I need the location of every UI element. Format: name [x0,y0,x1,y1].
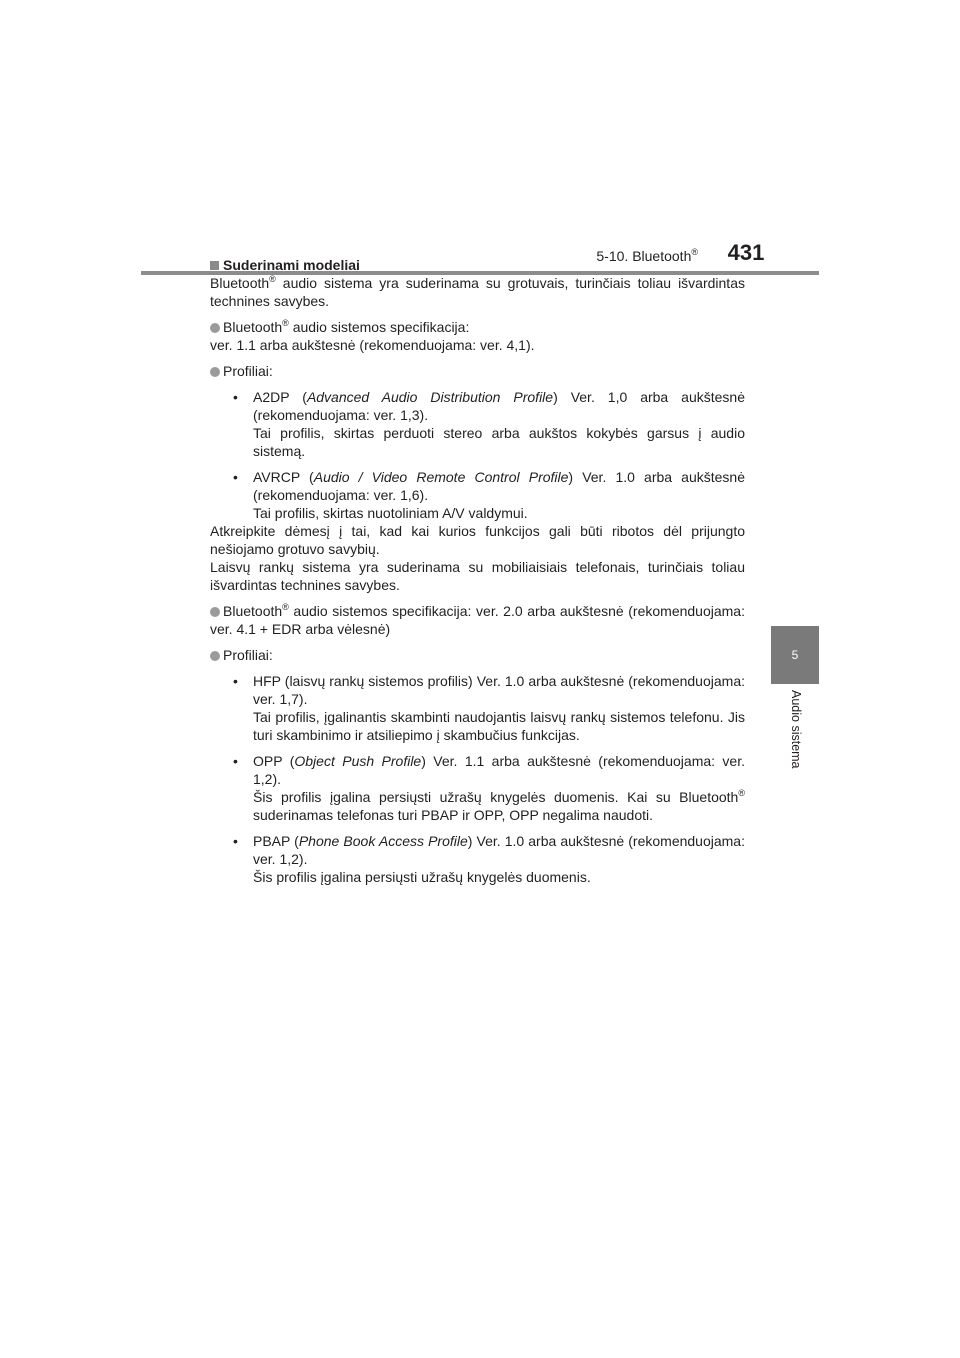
registered-mark: ® [282,318,289,328]
circle-bullet-icon [210,651,220,661]
intro-text-a: Bluetooth [210,275,270,291]
chapter-label-text: Audio sistema [789,690,803,769]
sub-bullet-marker: • [233,833,238,849]
circle-bullet-icon [210,323,220,333]
sub-bullet-marker: • [233,673,238,689]
sub-item-text: PBAP ( [253,833,299,849]
sub-bullet-marker: • [233,389,238,405]
note-paragraph: Atkreipkite dėmesį į tai, kad kai kurios funkcijos gali būti ribotos dėl prijungto nešiojamo grotuvo savybių. [210,523,745,557]
sub-bullet-marker: • [233,469,238,485]
sub-item-text: ) Ver. 1.0 arba aukštesnė (rekomenduojama: ver. 1,2). [253,833,745,867]
page-number: 431 [727,240,765,265]
sub-item-text: HFP (laisvų rankų sistemos profilis) Ver. 1.0 arba aukštesnė (rekomenduojama: ver. 1,7). [253,673,745,707]
chapter-number: 5 [791,648,799,662]
sub-item-description: Tai profilis, skirtas perduoti stereo arba aukštos kokybės garsus į audio sistemą. [253,425,745,459]
sub-bullet-marker: • [233,753,238,769]
circle-bullet-icon [210,607,220,617]
profile-name: Audio / Video Remote Control Profile [313,469,569,485]
chapter-tab [771,626,819,684]
bullet-item [210,646,745,664]
sub-item-avrcp [227,468,745,522]
profile-name: Advanced Audio Distribution Profile [306,389,554,405]
bullet-text: Bluetooth [223,603,283,619]
section-heading [210,256,745,274]
sub-item-text: AVRCP ( [253,469,314,485]
sub-item-description: Šis profilis įgalina persiųsti užrašų knygelės duomenis. [253,869,591,885]
sub-item-text: OPP ( [253,753,295,769]
bullet-item [210,602,745,638]
bullet-text: audio sistemos specifikacija: [288,319,470,335]
sub-item-description: suderinamas telefonas turi PBAP ir OPP, OPP negalima naudoti. [253,807,654,823]
sub-item-description: Tai profilis, įgalinantis skambinti naudojantis laisvų rankų sistemos telefonu. Jis turi skambinimo ir atsiliepimo į skambučius funkcijas. [253,709,745,743]
sub-item-pbap [227,832,745,886]
registered-mark: ® [738,788,745,798]
section-heading-text: Suderinami modeliai [223,257,360,273]
bullet-item [210,318,745,354]
registered-mark: ® [691,247,698,257]
sub-item-a2dp [227,388,745,460]
sub-item-opp [227,752,745,824]
sub-item-description: Šis profilis įgalina persiųsti užrašų knygelės duomenis. Kai su Bluetooth [253,789,739,805]
section-title-text: 5-10. Bluetooth [596,248,692,264]
note-paragraph: Laisvų rankų sistema yra suderinama su mobiliaisiais telefonais, turinčiais toliau išvardintas technines savybes. [210,559,745,593]
bullet-text: Profiliai: [223,647,273,663]
sub-item-text: ) Ver. 1,0 arba aukštesnė (rekomenduojama: ver. 1,3). [253,389,745,423]
bullet-text: Bluetooth [223,319,283,335]
sub-item-text: A2DP ( [253,389,307,405]
sub-item-text: ) Ver. 1.1 arba aukštesnė (rekomenduojama: ver. 1,2). [253,753,745,787]
circle-bullet-icon [210,367,220,377]
sub-item-description: Tai profilis, skirtas nuotoliniam A/V valdymui. [253,505,528,521]
registered-mark: ® [269,274,276,284]
intro-paragraph [210,274,745,310]
bullet-text: audio sistemos specifikacija: ver. 2.0 arba aukštesnė (rekomenduojama: ver. 4.1 + EDR arba vėlesnė) [210,603,745,637]
page-content [210,256,745,886]
profile-name: Object Push Profile [294,753,422,769]
chapter-side-label [774,690,818,790]
intro-text-b: audio sistema yra suderinama su grotuvais, turinčiais toliau išvardintas technines savybes. [210,275,745,309]
square-bullet-icon [210,261,219,270]
profile-name: Phone Book Access Profile [298,833,468,849]
bullet-text: ver. 1.1 arba aukštesnė (rekomenduojama: ver. 4,1). [210,337,535,353]
bullet-item [210,362,745,380]
sub-item-hfp [227,672,745,744]
bullet-text: Profiliai: [223,363,273,379]
registered-mark: ® [282,602,289,612]
sub-item-text: ) Ver. 1.0 arba aukštesnė (rekomenduojama: ver. 1,6). [253,469,745,503]
